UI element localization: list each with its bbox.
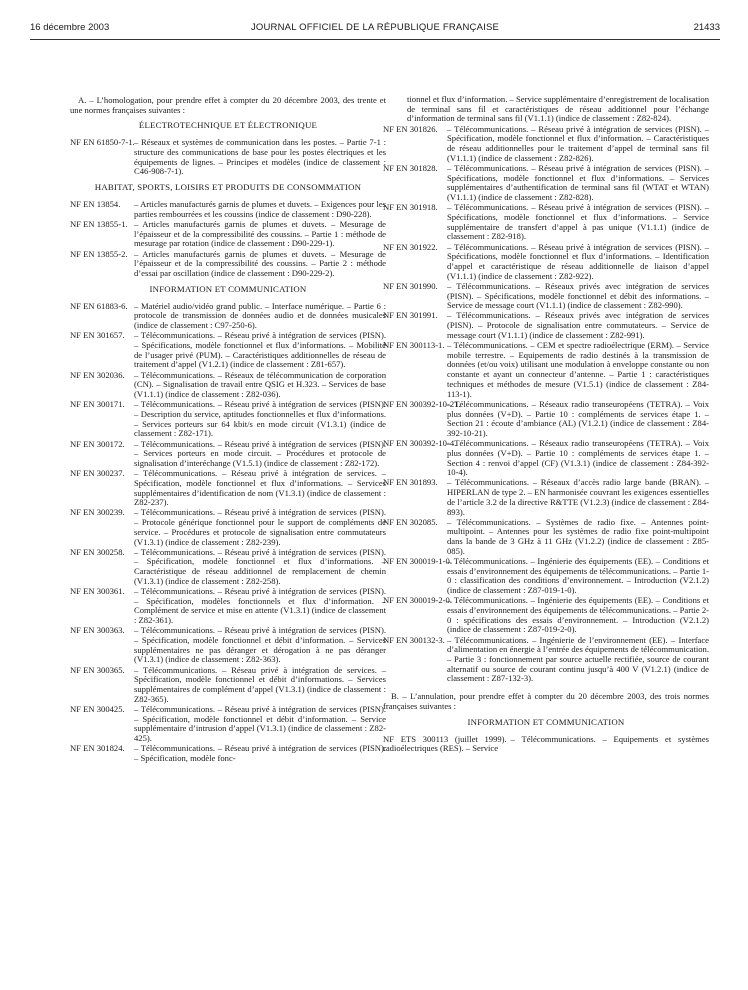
entry-continuation: tionnel et flux d’information. – Service supplémentaire d’enregistrement de localisation de terminal sans fil et caractéristiques de réseau additionnel pour l’échange d’information de terminal sans fil (V1.1.1) (indice de classement : Z82-824). [407, 94, 709, 124]
norm-text: – Télécommunications. – CEM et spectre radioélectrique (ERM). – Service mobile terrestre. – Equipements de radio destinés à la transmission de données (et/ou voix) utilisant une modulation à enveloppe constante ou non constante et ayant un connecteur d’antenne. – Partie 1 : caractéristiques techniques et méthodes de mesure (V1.5.1) (indice de classement : Z84-113-1). [447, 340, 709, 399]
norm-code: NF EN 300239. [70, 507, 125, 518]
norm-entry [70, 220, 386, 249]
norm-code: NF EN 301893. [383, 477, 438, 488]
norm-entry [70, 250, 386, 279]
section-heading: HABITAT, SPORTS, LOISIRS ET PRODUITS DE CONSOMMATION [94, 182, 362, 193]
norm-text: – Matériel audio/vidéo grand public. – Interface numérique. – Partie 6 : protocole de transmission de données audio et de données musicales (indice de classement : C97-250-6). [134, 300, 386, 331]
norm-entry [70, 626, 386, 665]
norm-code: NF EN 13855-1. [70, 219, 128, 229]
norm-entry [383, 557, 709, 596]
norm-entry [70, 548, 386, 587]
norm-text: – Télécommunications. – Réseau privé à intégration de services (PISN). – Spécification, modèle fonc- [134, 743, 386, 763]
norm-text: – Télécommunications. – Réseau privé à intégration de services (PISN). – Description du service, aptitudes fonctionnelles et flux d’informations. – Services porteurs sur 64 kbit/s en mode circuit (V1.3.1) (indice de classement : Z82-171). [134, 399, 386, 439]
norm-code: NF EN 301922. [383, 241, 438, 252]
norm-entry [70, 200, 386, 219]
norm-entry [383, 243, 709, 282]
norm-text: – Télécommunications. – Réseau privé à intégration de services (PISN). – Spécifications, modèle fonctionnel et flux d’informations. – Services supplémentaires d’authentification de terminal sans fil (WTAT et WTAN) (V1.1.1) (indice de classement : Z82-828). [447, 162, 709, 203]
norm-entry [70, 744, 386, 763]
norm-entry [70, 587, 386, 626]
norm-code: NF EN 301824. [70, 743, 125, 754]
norm-entry [383, 282, 709, 311]
norm-text: – Télécommunications. – Systèmes de radio fixe. – Antennes point-multipoint. – Antennes pour les systèmes de radio fixe point-multipoint dans la bande de 3 GHz à 11 GHz (V1.2.2) (indice de classement : Z85-085). [447, 516, 709, 556]
norm-entry [70, 666, 386, 705]
header-rule [30, 39, 720, 40]
norm-text: – Réseaux et systèmes de communication dans les postes. – Partie 7-1 : structure des communications de base pour les postes électriques et les équipements de lignes. – Principes et modèles (indice de classement : C46-908-7-1). [134, 137, 386, 177]
norm-code: NF EN 300019-2-0. [383, 595, 452, 606]
norm-text: – Télécommunications. – Réseau privé à intégration de services (PISN). – Spécification, modèle fonctionnel et débit d’information. – Service supplémentaire d’intrusion d’appel (V1.3.1) (indice de classement : Z82-425). [134, 703, 386, 744]
norm-code: NF EN 300392-10-4. [383, 438, 457, 449]
norm-text: – Télécommunications. – Réseau privé à intégration de services (PISN). – Spécifications, modèle fonctionnel et flux d’informations. – Identification d’appel et caractéristique de réseau additionnelle de liaison d’appel (V1.1.1) (indice de classement : Z82-922). [447, 241, 709, 281]
norm-text: – Télécommunications. – Réseaux radio transeuropéens (TETRA). – Voix plus données (V+D). – Partie 10 : compléments de services étape 1. – Section 4 : renvoi d’appel (CF) (V1.3.1) (indice de classement : Z84-392-10-4). [447, 438, 709, 478]
header-page-number: 21433 [693, 22, 720, 33]
norm-text: – Télécommunications. – Réseau privé à intégration de services (PISN). – Spécification, modèle fonctionnel et débit d’information. – Services supplémentaires ne pas déranger et dérogation à ne pas déranger (V1.3.1) (indice de classement : Z82-363). [134, 625, 386, 665]
norm-entry [383, 735, 709, 754]
norm-code: NF EN 13855-2. [70, 248, 128, 259]
norm-text: – Télécommunications. – Réseau privé à intégration de services (PISN). – Spécification, modèles fonctionnels et flux d’information. – Complément de service et mise en attente (V1.3.1) (indice de classement : Z82-361). [134, 586, 386, 626]
norm-code: NF EN 300113-1. [383, 340, 445, 351]
norm-text: – Articles manufacturés garnis de plumes et duvets. – Mesurage de l’épaisseur et de la compressibilité des coussins. – Partie 2 : méthode d’essai par oscillation (indice de classement : D90-229-2). [134, 248, 386, 279]
norm-text: – Articles manufacturés garnis de plumes et duvets. – Mesurage de l’épaisseur et de la compressibilité des coussins. – Partie 1 : méthode de mesurage par rotation (indice de classement : D90-229-1). [134, 219, 386, 249]
norm-entry [383, 400, 709, 439]
norm-code: NF EN 300392-10-21. [383, 398, 461, 409]
left-column [70, 96, 386, 764]
norm-text: – Télécommunications. – Réseau privé à intégration de services. – Spécification, modèle fonctionnel et flux d’informations. – Services supplémentaires d’identification de nom (V1.3.1) (indice de classement : Z82-237). [134, 468, 386, 508]
norm-entry [70, 331, 386, 370]
norm-entry [383, 478, 709, 517]
norm-code: NF EN 300237. [70, 468, 125, 479]
norm-code: NF EN 301657. [70, 330, 125, 341]
section-heading-b: INFORMATION ET COMMUNICATION [467, 716, 625, 727]
norm-code: NF EN 300172. [70, 438, 125, 449]
norm-entry [70, 302, 386, 331]
header-title: JOURNAL OFFICIEL DE LA RÉPUBLIQUE FRANÇAISE [250, 22, 500, 33]
norm-text: – Télécommunications. – Ingénierie des équipements (EE). – Conditions et essais d’environnement des équipements de télécommunications. – Partie 1-0 : classification des conditions d’environnement. – Introduction (V2.1.2) (indice de classement : Z87-019-1-0). [447, 556, 709, 596]
norm-text: – Télécommunications. – Réseau privé à intégration de services (PISN). – Protocole générique fonctionnel pour le support de compléments de service. – Procédures et protocole de signalisation entre commutateurs (V1.3.1) (indice de classement : Z82-239). [134, 507, 386, 547]
norm-entry [383, 596, 709, 635]
section-heading: ÉLECTROTECHNIQUE ET ÉLECTRONIQUE [138, 120, 318, 131]
norm-code: NF EN 300363. [70, 625, 125, 636]
norm-code: NF EN 300132-3. [383, 634, 445, 645]
norm-text: – Télécommunications. – Ingénierie des équipements (EE). – Conditions et essais d’environnement des équipements de télécommunications. – Partie 2-0 : spécifications des essais d’environnement. – Introduction (V2.1.2) (indice de classement : Z87-019-2-0). [447, 595, 709, 635]
norm-code: NF EN 301991. [383, 310, 438, 321]
norm-text: – Télécommunications. – Ingénierie de l’environnement (EE). – Interface d’alimentation en énergie à l’entrée des équipements de télécommunication. – Partie 3 : fonctionnement par source actuelle rectifiée, source de courant alternatif ou source de courant continu jusqu’à 400 V (V1.2.1) (indice de classement : Z87-132-3). [447, 634, 709, 684]
intro-a: A. – L’homologation, pour prendre effet à compter du 20 décembre 2003, des trente et une normes françaises suivantes : [70, 95, 386, 115]
norm-entry [70, 138, 386, 177]
header-date: 16 décembre 2003 [30, 22, 110, 33]
norm-code: NF EN 61850-7-1. [70, 137, 135, 148]
norm-entry [70, 508, 386, 547]
norm-code: NF EN 300365. [70, 664, 125, 675]
norm-text: – Télécommunications. – Equipements et systèmes radioélectriques (RES). – Service [383, 733, 709, 754]
right-column [383, 95, 709, 754]
norm-text: – Télécommunications. – Réseau privé à intégration de services. – Spécification, modèle fonctionnel et débit d’informations. – Services supplémentaires de complément d’appel (V1.3.1) (indice de classement : Z82-365). [134, 664, 386, 704]
norm-code: NF EN 301826. [383, 123, 438, 134]
norm-code: NF EN 13854. [70, 199, 121, 210]
norm-code: NF EN 302036. [70, 369, 125, 380]
norm-entry [70, 400, 386, 439]
norm-text: – Télécommunications. – Réseaux de télécommunication de corporation (CN). – Signalisation de travail entre QSIG et H.323. – Services de base (V1.1.1) (indice de classement : Z82-036). [134, 369, 386, 399]
norm-code: NF EN 302085. [383, 516, 438, 527]
norm-entry [383, 164, 709, 203]
norm-entry [70, 371, 386, 400]
page-header [30, 22, 720, 38]
norm-entry [383, 636, 709, 685]
norm-text: – Télécommunications. – Réseau privé à intégration de services (PISN). – Services porteurs en mode circuit. – Procédures et protocole de signalisation d’interéchange (V1.5.1) (indice de classement : Z82-172). [134, 438, 386, 468]
norm-code: NF EN 300425. [70, 703, 125, 714]
norm-text: – Télécommunications. – Réseau privé à intégration de services (PISN). – Spécification, modèle fonctionnel et flux d’informations. – Caractéristique de réseau additionnel de remplacement de chemin (V1.3.1) (indice de classement : Z82-258). [134, 546, 386, 586]
norm-entry [70, 469, 386, 508]
norm-entry [70, 440, 386, 469]
norm-text: – Télécommunications. – Réseau privé à intégration de services (PISN). – Spécification, modèle fonctionnel et flux d’information. – Caractéristiques de réseau additionnelles pour le traitement d’appel de terminal sans fil (V1.1.1) (indice de classement : Z82-826). [447, 123, 709, 163]
norm-entry [383, 341, 709, 399]
norm-code: NF EN 300019-1-0. [383, 556, 452, 567]
norm-entry [383, 311, 709, 340]
norm-entry [70, 705, 386, 744]
norm-text: – Télécommunications. – Réseaux privés avec intégration de services (PISN). – Spécifications, modèle fonctionnel et débit des informations. – Service de message court (V1.1.1) (indice de classement : Z82-990). [447, 280, 709, 311]
norm-code: NF EN 301828. [383, 162, 438, 173]
intro-b: B. – L’annulation, pour prendre effet à compter du 20 décembre 2003, des trois normes françaises suivantes : [383, 691, 709, 711]
section-heading: INFORMATION ET COMMUNICATION [149, 283, 307, 294]
norm-code: NF EN 61883-6. [70, 300, 128, 311]
norm-text: – Télécommunications. – Réseau privé à intégration de services (PISN). – Spécifications, modèle fonctionnel et flux d’informations. – Mobilité de l’usager privé (PUM). – Caractéristiques additionnelles de réseau de traitement d’appel (V1.2.1) (indice de classement : Z81-657). [134, 330, 386, 370]
norm-entry [383, 203, 709, 242]
norm-text: – Télécommunications. – Réseau privé à intégration de services (PISN). – Spécifications, modèle fonctionnel et flux d’informations. – Service supplémentaire de transfert d’appel à pas unique (V1.1.1) (indice de classement : Z82-918). [447, 202, 709, 242]
norm-text: – Articles manufacturés garnis de plumes et duvets. – Exigences pour les parties rembourrées et les coussins (indice de classement : D90-228). [134, 199, 386, 219]
norm-code: NF EN 301918. [383, 202, 438, 213]
norm-code: NF ETS 300113 (juillet 1999). [383, 733, 507, 744]
norm-text: – Télécommunications. – Réseaux privés avec intégration de services (PISN). – Protocole de signalisation entre commutateurs. – Service de message court (V1.1.1) (indice de classement : Z82-991). [447, 310, 709, 340]
norm-entry [383, 125, 709, 164]
norm-code: NF EN 300171. [70, 399, 125, 410]
norm-entry [383, 439, 709, 478]
norm-text: – Télécommunications. – Réseaux d’accès radio large bande (BRAN). – HIPERLAN de type 2. – EN harmonisée couvrant les exigences essentielles de l’article 3.2 de la directive R&TTE (V1.2.3) (indice de classement : Z84-893). [447, 477, 709, 517]
norm-code: NF EN 301990. [383, 280, 438, 291]
norm-entry [383, 518, 709, 557]
norm-code: NF EN 300258. [70, 546, 125, 557]
norm-text: – Télécommunications. – Réseaux radio transeuropéens (TETRA). – Voix plus données (V+D). – Partie 10 : compléments de services étape 1. – Section 21 : écoute d’ambiance (AL) (V1.2.1) (indice de classement : Z84-392-10-21). [447, 398, 709, 438]
norm-code: NF EN 300361. [70, 586, 125, 597]
